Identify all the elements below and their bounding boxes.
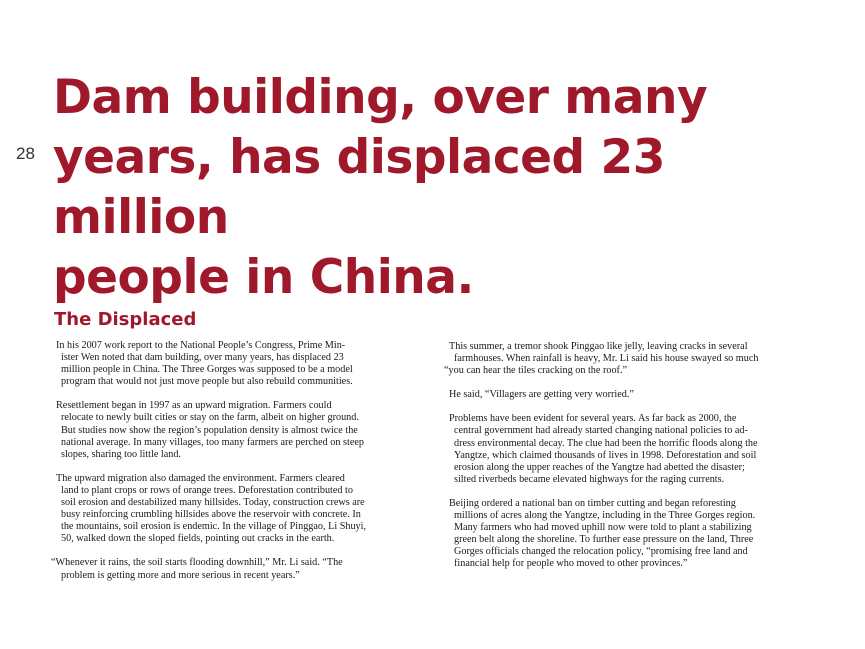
paragraph xyxy=(449,413,758,486)
paragraph-line: “Whenever it rains, the soil starts flooding downhill,” Mr. Li said. “The xyxy=(51,557,343,569)
paragraph-line: “you can hear the tiles cracking on the roof.” xyxy=(444,365,628,377)
paragraph xyxy=(56,472,367,546)
paragraph-line: financial help for people who moved to other provinces.” xyxy=(454,558,688,570)
headline xyxy=(53,68,843,308)
paragraph xyxy=(56,340,356,388)
paragraph xyxy=(449,497,756,571)
paragraph-line: Resettlement began in 1997 as an upward migration. Farmers could xyxy=(56,400,332,412)
paragraph-line: 50, walked down the sloped fields, pointing out cracks in the earth. xyxy=(61,533,335,545)
paragraph-line: erosion along the upper reaches of the Yangtze had abetted the disaster; xyxy=(454,461,745,473)
paragraph xyxy=(449,389,749,401)
paragraph-line: silted riverbeds became elevated highways for the raging currents. xyxy=(454,473,725,485)
paragraph-line: This summer, a tremor shook Pinggao like jelly, leaving cracks in several xyxy=(449,341,748,352)
paragraph-line: dress environmental decay. The clue had been the horrific floods along the xyxy=(454,437,758,449)
paragraph-line: green belt along the shoreline. To further ease pressure on the land, Three xyxy=(454,534,754,546)
paragraph-line: million people in China. The Three Gorges was supposed to be a model xyxy=(61,364,353,376)
headline-line: years, has displaced 23 million xyxy=(53,130,665,245)
paragraph-line: farmhouses. When rainfall is heavy, Mr. Li said his house swayed so much xyxy=(454,353,759,365)
paragraph-line: But studies now show the region’s population density is almost twice the xyxy=(61,424,358,436)
paragraph-line: program that would not just move people but also rebuild communities. xyxy=(61,376,353,388)
paragraph-line: millions of acres along the Yangtze, including in the Three Gorges region. xyxy=(454,510,756,522)
paragraph-line: slopes, sharing too little land. xyxy=(61,448,181,460)
headline-line: Dam building, over many xyxy=(53,70,708,125)
paragraph-line: Gorges officials changed the relocation policy, “promising free land and xyxy=(454,546,748,558)
section-heading: The Displaced xyxy=(54,309,197,330)
paragraph-line: soil erosion and destabilized many hillsides. Today, construction crews are xyxy=(61,497,365,509)
paragraph-line: Yangtze, which claimed thousands of lives in 1998. Deforestation and soil xyxy=(454,449,757,461)
left-column xyxy=(51,340,367,594)
paragraph xyxy=(56,400,364,460)
paragraph xyxy=(51,557,356,581)
paragraph-line: Many farmers who had moved uphill now were told to plant a stabilizing xyxy=(454,522,752,534)
paragraph-line: central government had already started changing national policies to ad- xyxy=(454,425,748,437)
paragraph-line: the mountains, soil erosion is endemic. In the village of Pinggao, Li Shuyi, xyxy=(61,521,367,533)
headline-line: people in China. xyxy=(53,250,474,305)
paragraph-line: problem is getting more and more serious in recent years.” xyxy=(61,569,300,581)
paragraph-line: relocate to newly built cities or stay on the farm, albeit on higher ground. xyxy=(61,412,359,424)
page-number: 28 xyxy=(16,144,35,163)
paragraph-line: He said, “Villagers are getting very worried.” xyxy=(449,389,634,401)
paragraph-line: land to plant crops or rows of orange trees. Deforestation contributed to xyxy=(61,484,353,496)
right-column xyxy=(444,341,759,583)
paragraph-line: national average. In many villages, too many farmers are perched on steep xyxy=(61,436,364,448)
paragraph-line: busy reinforcing crumbling hillsides above the reservoir with concrete. In xyxy=(61,509,361,521)
paragraph-line: ister Wen noted that dam building, over many years, has displaced 23 xyxy=(61,352,344,364)
paragraph-line: The upward migration also damaged the environment. Farmers cleared xyxy=(56,472,345,484)
paragraph-line: Problems have been evident for several years. As far back as 2000, the xyxy=(449,413,737,425)
paragraph-line: In his 2007 work report to the National People’s Congress, Prime Min- xyxy=(56,340,346,351)
paragraph-line: Beijing ordered a national ban on timber cutting and began reforesting xyxy=(449,497,736,509)
paragraph xyxy=(444,341,759,377)
